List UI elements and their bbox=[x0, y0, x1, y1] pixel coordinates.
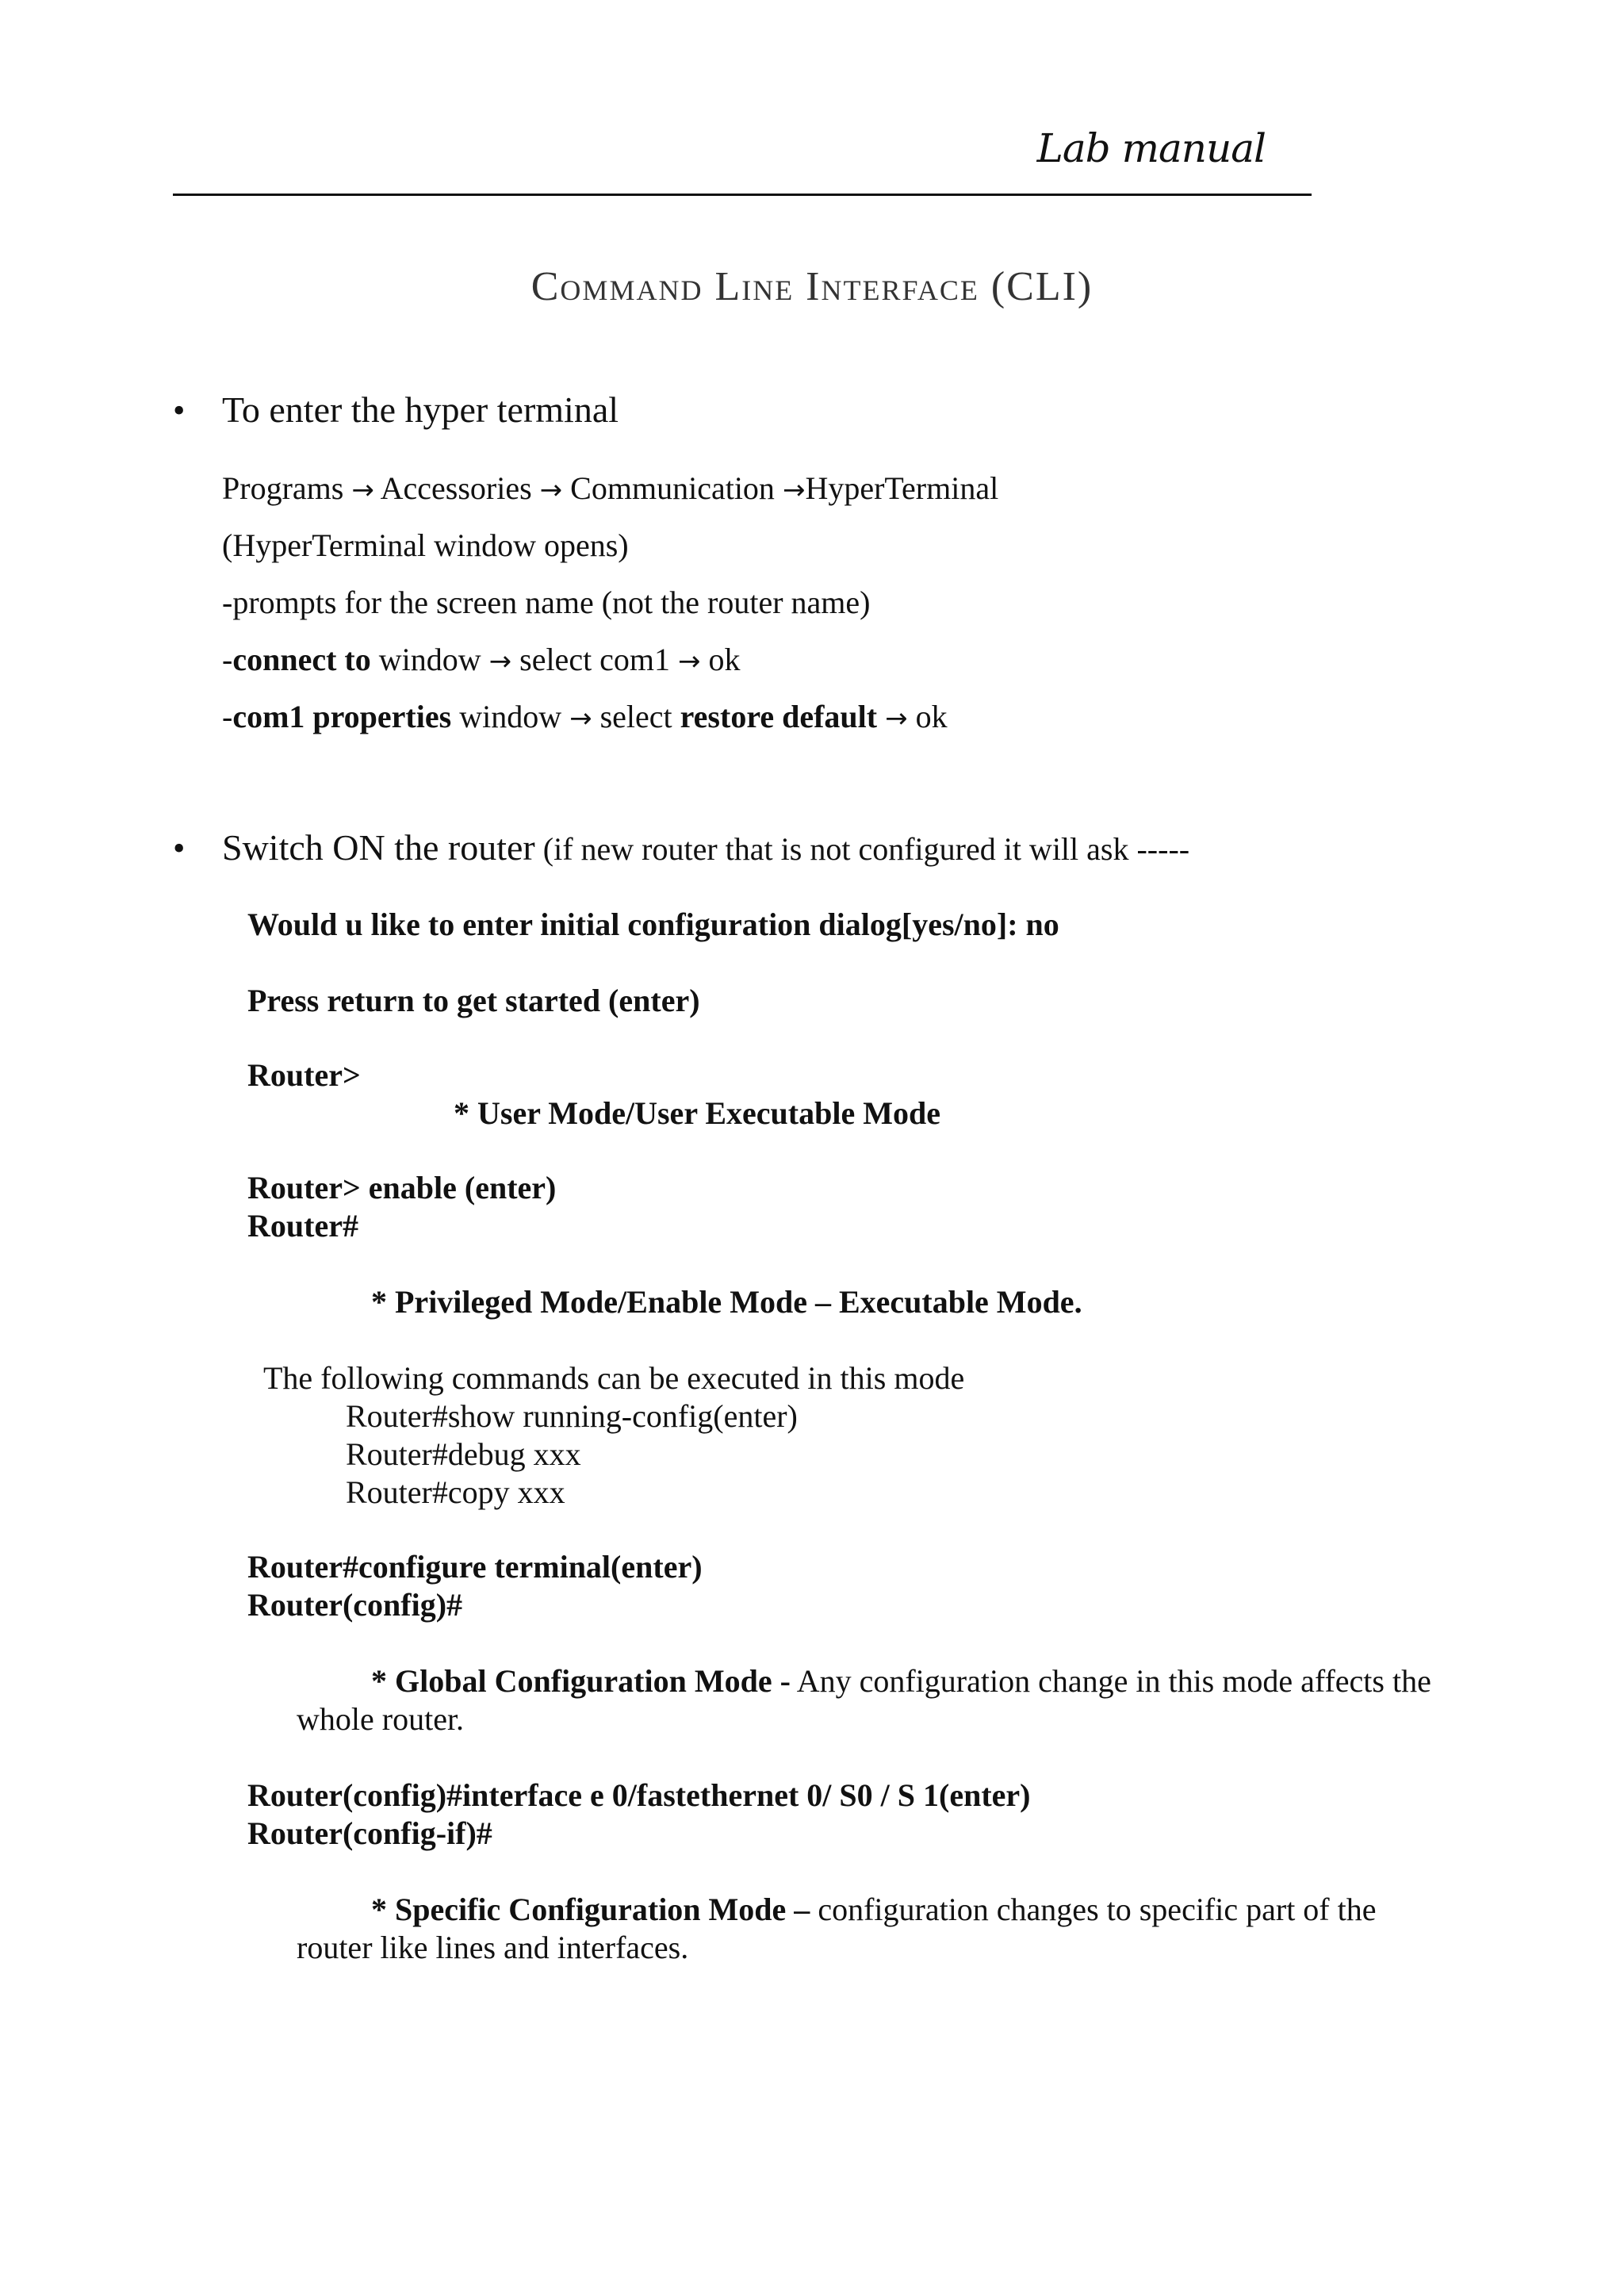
bullet-1: • bbox=[173, 391, 186, 430]
arrow-right-icon: → bbox=[351, 474, 374, 506]
path-accessories: Accessories bbox=[380, 470, 532, 506]
router-priv-prompt: Router# bbox=[247, 1208, 358, 1244]
section-2-heading bbox=[222, 827, 1190, 868]
router-config-prompt: Router(config)# bbox=[247, 1587, 463, 1623]
dash: - bbox=[222, 699, 233, 734]
select-text: select bbox=[592, 699, 680, 734]
section-1-heading: To enter the hyper terminal bbox=[222, 389, 619, 430]
line-window-opens: (HyperTerminal window opens) bbox=[222, 527, 629, 563]
configure-terminal-command: Router#configure terminal(enter) bbox=[247, 1549, 703, 1585]
window-text: window bbox=[370, 642, 481, 677]
path-programs: Programs bbox=[222, 470, 344, 506]
dash: - bbox=[222, 642, 233, 677]
menu-path bbox=[222, 470, 999, 506]
path-communication: Communication bbox=[570, 470, 775, 506]
switch-on-note: (if new router that is not configured it will ask ----- bbox=[534, 831, 1190, 867]
page-title: Command Line Interface (CLI) bbox=[530, 264, 1094, 309]
global-config-label: * Global Configuration Mode - bbox=[371, 1663, 791, 1699]
press-return: Press return to get started (enter) bbox=[247, 983, 700, 1018]
enable-command: Router> enable (enter) bbox=[247, 1170, 557, 1205]
window-text: window bbox=[451, 699, 562, 734]
com1-properties-label: com1 properties bbox=[232, 699, 452, 734]
cmd-debug: Router#debug xxx bbox=[346, 1436, 581, 1472]
dialog-prompt: Would u like to enter initial configuration dialog[yes/no]: no bbox=[247, 907, 1059, 942]
specific-config-label: * Specific Configuration Mode – bbox=[371, 1892, 810, 1927]
ok-text: ok bbox=[700, 642, 741, 677]
arrow-right-icon: → bbox=[678, 646, 701, 677]
cmd-copy: Router#copy xxx bbox=[346, 1474, 565, 1510]
running-header: Lab manual bbox=[1036, 125, 1266, 171]
router-user-prompt: Router> bbox=[247, 1057, 361, 1093]
priv-mode-note: * Privileged Mode/Enable Mode – Executable Mode. bbox=[371, 1284, 1082, 1320]
path-hyperterminal: HyperTerminal bbox=[805, 470, 999, 506]
router-config-if-prompt: Router(config-if)# bbox=[247, 1815, 492, 1851]
line-connect-to bbox=[222, 644, 741, 676]
specific-config-note bbox=[371, 1894, 1377, 1926]
ok-text: ok bbox=[907, 699, 948, 734]
arrow-right-icon: → bbox=[488, 646, 512, 677]
line-prompts: -prompts for the screen name (not the router name) bbox=[222, 585, 871, 620]
specific-config-desc: configuration changes to specific part of the bbox=[810, 1892, 1377, 1927]
interface-command: Router(config)#interface e 0/fastethernet 0/ S0 / S 1(enter) bbox=[247, 1777, 1031, 1813]
global-config-desc: Any configuration change in this mode affects the bbox=[790, 1663, 1431, 1699]
global-config-desc-cont: whole router. bbox=[297, 1701, 465, 1737]
following-commands-text: The following commands can be executed in this mode bbox=[263, 1360, 965, 1396]
specific-config-desc-cont: router like lines and interfaces. bbox=[297, 1930, 689, 1965]
global-config-note bbox=[371, 1665, 1431, 1697]
user-mode-note: * User Mode/User Executable Mode bbox=[454, 1095, 940, 1131]
arrow-right-icon: → bbox=[569, 703, 592, 734]
arrow-right-icon: → bbox=[782, 474, 806, 506]
bullet-2: • bbox=[173, 829, 186, 868]
header-rule bbox=[173, 194, 1312, 196]
arrow-right-icon: → bbox=[539, 474, 563, 506]
line-com1-properties bbox=[222, 701, 948, 733]
switch-on-heading: Switch ON the router bbox=[222, 827, 535, 868]
restore-default-label: restore default bbox=[680, 699, 878, 734]
connect-to-label: connect to bbox=[232, 642, 371, 677]
select-com1-text: select com1 bbox=[511, 642, 671, 677]
cmd-show-running-config: Router#show running-config(enter) bbox=[346, 1398, 798, 1434]
arrow-right-icon: → bbox=[885, 703, 908, 734]
